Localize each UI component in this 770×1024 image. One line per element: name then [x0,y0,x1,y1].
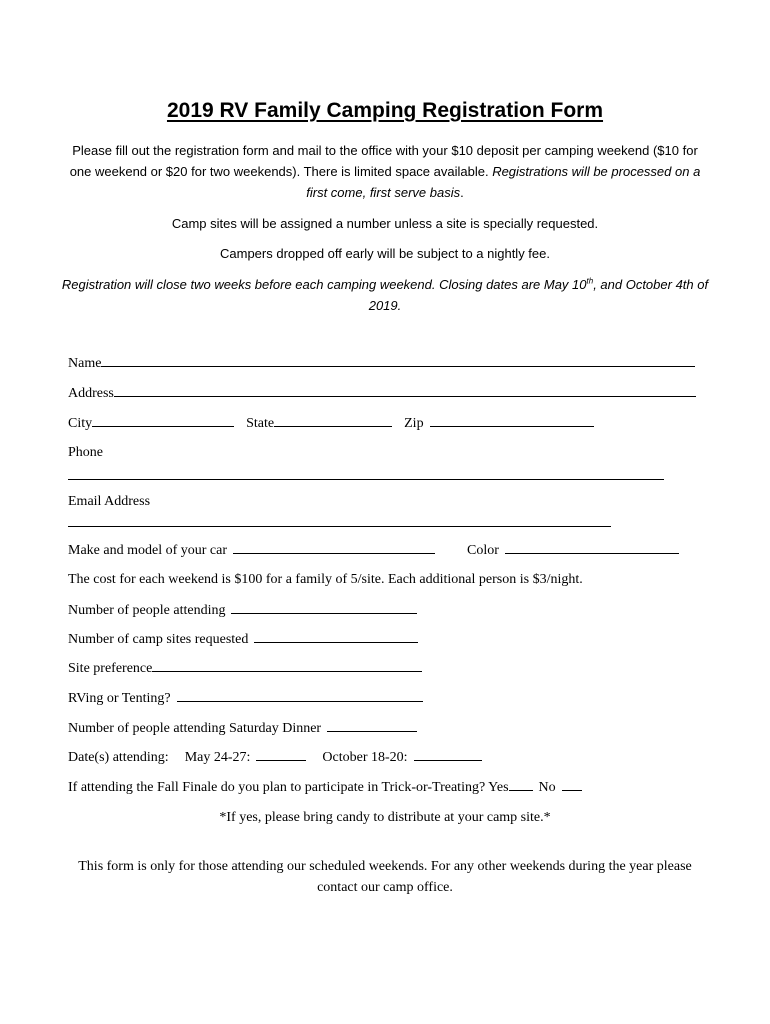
closing-dates-text-b: , and October 4th of 2019. [368,277,709,313]
intro-deposit-text: Please fill out the registration form and mail to the office with your $10 deposit per camping weekend ($10 for one weekend or $20 for two weekends). There is limited space available. [69,143,698,179]
car-color-row [68,541,679,560]
people-row [68,601,417,620]
name-label: Name [68,356,102,371]
candy-note: *If yes, please bring candy to distribute at your camp site.* [219,810,551,825]
trick-label: If attending the Fall Finale do you plan to participate in Trick-or-Treating? Yes [68,780,509,795]
rving-field[interactable] [177,689,423,702]
intro-early-dropoff-paragraph: Campers dropped off early will be subject to a nightly fee. [220,246,550,261]
closing-dates-text-a: Registration will close two weeks before each camping weekend. Closing dates are May 10 [61,277,587,292]
car-label: Make and model of your car [68,543,227,558]
phone-label: Phone [68,445,103,460]
email-field[interactable] [68,526,611,527]
state-field[interactable] [274,414,392,427]
city-field[interactable] [92,414,234,427]
address-field[interactable] [114,384,696,397]
color-label: Color [467,543,499,558]
date-may-label: May 24-27: [184,750,251,765]
name-field[interactable] [101,354,695,367]
zip-field[interactable] [430,414,594,427]
date-october-label: October 18-20: [322,750,408,765]
date-may-field[interactable] [256,748,306,761]
name-row [68,354,695,373]
dates-row [68,748,482,767]
dinner-label: Number of people attending Saturday Dinner [68,721,322,736]
trick-no-field[interactable] [562,778,582,791]
site-pref-label: Site preference [68,661,153,676]
address-row [68,384,696,403]
sites-label: Number of camp sites requested [68,632,249,647]
state-label: State [246,416,275,431]
dates-label: Date(s) attending: [68,750,169,765]
dinner-row [68,719,417,738]
trick-yes-field[interactable] [509,778,533,791]
sites-row [68,630,418,649]
intro-period: . [460,185,464,200]
car-field[interactable] [233,541,435,554]
intro-first-come-text: Registrations will be processed on a first come, first serve basis [306,164,701,200]
phone-field[interactable] [68,479,664,480]
cost-text: The cost for each weekend is $100 for a family of 5/site. Each additional person is $3/night. [68,572,583,587]
sites-field[interactable] [254,630,418,643]
form-title: 2019 RV Family Camping Registration Form [166,99,604,122]
zip-label: Zip [404,416,424,431]
people-label: Number of people attending [68,603,226,618]
email-label: Email Address [68,494,151,509]
site-pref-field[interactable] [152,659,422,672]
city-label: City [68,416,93,431]
rving-label: RVing or Tenting? [68,691,171,706]
site-pref-row [68,659,422,678]
dinner-field[interactable] [327,719,417,732]
color-field[interactable] [505,541,679,554]
date-october-field[interactable] [414,748,482,761]
footer-note: This form is only for those attending our scheduled weekends. For any other weekends during the year please contact our camp office. [78,859,692,895]
people-field[interactable] [231,601,417,614]
intro-closing-dates-paragraph [60,274,710,316]
address-label: Address [68,386,114,401]
rving-row [68,689,423,708]
intro-site-number-paragraph: Camp sites will be assigned a number unless a site is specially requested. [171,216,599,231]
city-state-zip-row [68,414,594,433]
intro-deposit-paragraph [60,140,710,203]
closing-dates-superscript: th [586,276,594,286]
trick-row [68,778,582,797]
trick-no-label: No [538,780,556,795]
